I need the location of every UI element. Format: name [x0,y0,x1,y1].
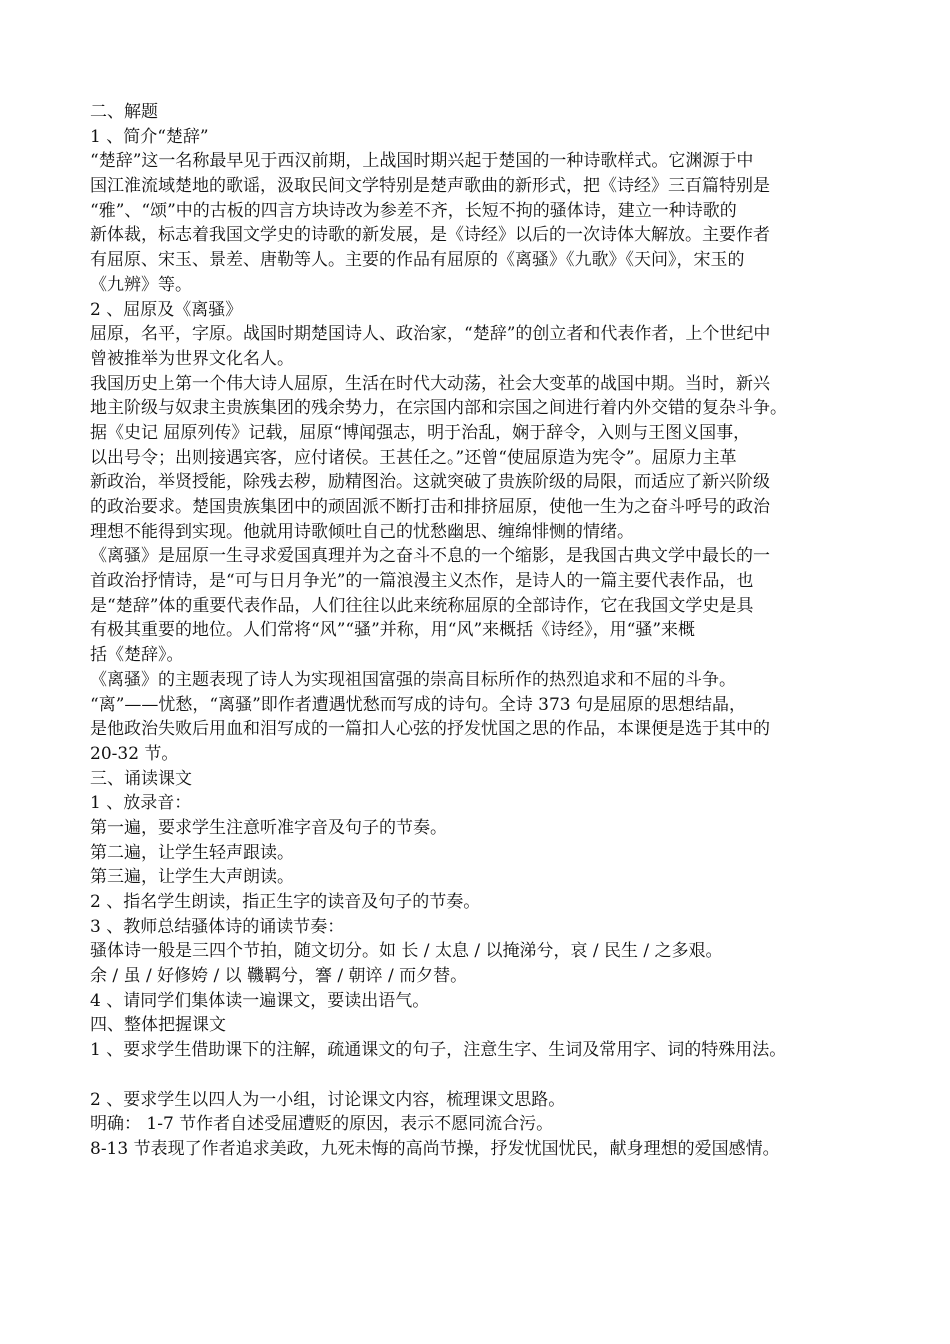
list-item: 3 、教师总结骚体诗的诵读节奏： [90,916,345,937]
paragraph-line: 骚体诗一般是三四个节拍，随文切分。如 长 / 太息 / 以掩涕兮，哀 / 民生 / 之多艰。 [90,941,723,962]
paragraph-line: 是他政治失败后用血和泪写成的一篇扣人心弦的抒发忧国之思的作品，本课便是选于其中的 [90,719,770,740]
paragraph-line: 有屈原、宋玉、景差、唐勒等人。主要的作品有屈原的《离骚》《九歌》《天问》，宋玉的 [90,250,745,271]
paragraph-line: 地主阶级与奴隶主贵族集团的残余势力，在宗国内部和宗国之间进行着内外交错的复杂斗争。 [90,398,787,419]
list-item: 1 、要求学生借助课下的注解，疏通课文的句子，注意生字、生词及常用字、词的特殊用法。 [90,1040,787,1061]
paragraph-line: “楚辞”这一名称最早见于西汉前期，上战国时期兴起于楚国的一种诗歌样式。它渊源于中 [90,151,754,172]
paragraph-line: 20-32 节。 [90,743,179,764]
document-body [90,100,880,1162]
paragraph-line: 《九辨》等。 [90,274,192,295]
paragraph-line: 有极其重要的地位。人们常将“风”“骚”并称，用“风”来概括《诗经》，用“骚”来概 [90,620,696,641]
paragraph-line: 第三遍，让学生大声朗读。 [90,867,294,888]
paragraph-line: 理想不能得到实现。他就用诗歌倾吐自己的忧愁幽思、缠绵悱恻的情绪。 [90,521,634,542]
paragraph-line: 明确： 1-7 节作者自述受屈遭贬的原因，表示不愿同流合污。 [90,1114,554,1135]
paragraph-line: 的政治要求。楚国贵族集团中的顽固派不断打击和排挤屈原，使他一生为之奋斗呼号的政治 [90,497,770,517]
paragraph-line: 新体裁，标志着我国文学史的诗歌的新发展，是《诗经》以后的一次诗体大解放。主要作者 [90,225,770,246]
list-item: 2 、要求学生以四人为一小组，讨论课文内容，梳理课文思路。 [90,1089,566,1110]
paragraph-line: 屈原，名平，字原。战国时期楚国诗人、政治家，“楚辞”的创立者和代表作者，上个世纪中 [90,324,771,345]
paragraph-line: 括《楚辞》。 [90,645,184,666]
paragraph-line: 新政治，举贤授能，除残去秽，励精图治。这就突破了贵族阶级的局限，而适应了新兴阶级 [90,472,770,493]
paragraph-line: 第二遍，让学生轻声跟读。 [90,842,294,863]
paragraph-line: 曾被推举为世界文化名人。 [90,348,294,369]
paragraph-line: “雅”、“颂”中的古板的四言方块诗改为参差不齐，长短不拘的骚体诗，建立一种诗歌的 [90,200,737,221]
paragraph-line: 国江淮流域楚地的歌谣，汲取民间文学特别是楚声歌曲的新形式，把《诗经》三百篇特别是 [90,176,770,197]
blank-line [90,1063,880,1088]
section-heading: 三、诵读课文 [90,768,192,789]
subsection-heading: 2 、屈原及《离骚》 [90,299,243,320]
paragraph-line: 《离骚》是屈原一生寻求爱国真理并为之奋斗不息的一个缩影，是我国古典文学中最长的一 [90,546,770,567]
paragraph-line: 余 / 虽 / 好修姱 / 以 鞿羁兮，謇 / 朝谇 / 而夕替。 [90,966,468,987]
section-heading: 四、整体把握课文 [90,1015,226,1036]
paragraph-line: 8-13 节表现了作者追求美政，九死未悔的高尚节操，抒发忧国忧民，献身理想的爱国感情。 [90,1138,780,1159]
paragraph-line: 首政治抒情诗，是“可与日月争光”的一篇浪漫主义杰作，是诗人的一篇主要代表作品，也 [90,571,754,592]
list-item: 1 、放录音： [90,793,192,814]
paragraph-line: 我国历史上第一个伟大诗人屈原，生活在时代大动荡，社会大变革的战国中期。当时，新兴 [90,373,770,394]
list-item: 4 、请同学们集体读一遍课文，要读出语气。 [90,990,430,1011]
paragraph-line: 以出号令；出则接遇宾客，应付诸侯。王甚任之。”还曾“使屈原造为宪令”。屈原力主革 [90,447,737,468]
section-heading: 二、解题 [90,102,158,122]
paragraph-line: “离”——忧愁，“离骚”即作者遭遇忧愁而写成的诗句。全诗 373 句是屈原的思想结晶， [90,694,747,715]
paragraph-line: 第一遍，要求学生注意听准字音及句子的节奏。 [90,817,447,838]
paragraph-line: 据《史记 屈原列传》记载，屈原“博闻强志，明于治乱，娴于辞令，入则与王图义国事， [90,422,751,443]
paragraph-line: 《离骚》的主题表现了诗人为实现祖国富强的崇高目标所作的热烈追求和不屈的斗争。 [90,669,736,690]
subsection-heading: 1 、简介“楚辞” [90,126,209,147]
list-item: 2 、指名学生朗读，指正生字的读音及句子的节奏。 [90,892,481,912]
paragraph-line: 是“楚辞”体的重要代表作品，人们往往以此来统称屈原的全部诗作，它在我国文学史是具 [90,595,754,616]
